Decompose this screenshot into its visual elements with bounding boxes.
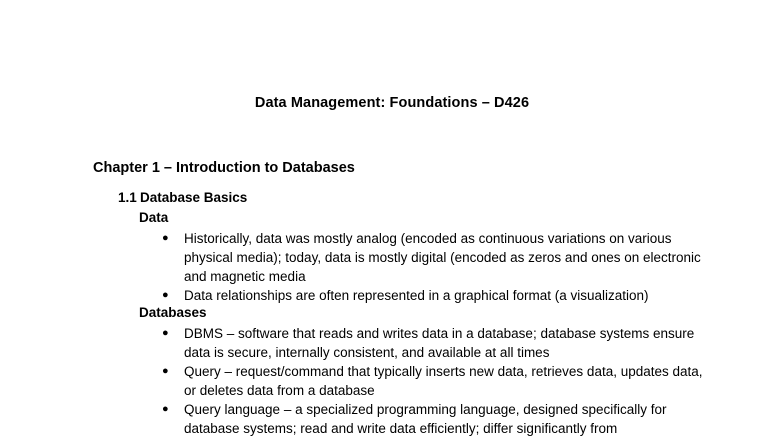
bullet-text: Query language – a specialized programming language, designed specifically for database systems; read and write data efficiently; differ significantly from <box>184 402 667 436</box>
list-item <box>158 400 718 438</box>
list-item <box>158 286 718 305</box>
section-title: Database Basics <box>140 190 248 205</box>
document-title: Data Management: Foundations – D426 <box>254 95 530 111</box>
bullet-icon: ● <box>162 232 169 244</box>
list-item <box>158 362 718 400</box>
list-item <box>158 324 718 362</box>
subsection-heading-data: Data <box>139 210 169 225</box>
bullet-text: DBMS – software that reads and writes data in a database; database systems ensure data is secure, internally consistent, and available at all times <box>184 326 695 360</box>
list-item <box>158 229 718 286</box>
bullet-text: Historically, data was mostly analog (encoded as continuous variations on various physical media); today, data is mostly digital (encoded as zeros and ones on electronic and magnetic media <box>184 231 701 284</box>
bullet-icon: ● <box>162 289 169 301</box>
bullet-icon: ● <box>162 365 169 377</box>
section-heading <box>118 190 247 205</box>
bullet-icon: ● <box>162 403 169 415</box>
bullet-list-data <box>158 229 718 305</box>
bullet-text: Query – request/command that typically inserts new data, retrieves data, updates data, or deletes data from a database <box>184 364 703 398</box>
bullet-text: Data relationships are often represented in a graphical format (a visualization) <box>184 288 649 303</box>
bullet-icon: ● <box>162 327 169 339</box>
section-number: 1.1 <box>118 190 137 205</box>
chapter-heading: Chapter 1 – Introduction to Databases <box>93 160 355 176</box>
subsection-heading-databases: Databases <box>139 305 207 320</box>
bullet-list-databases <box>158 324 718 438</box>
